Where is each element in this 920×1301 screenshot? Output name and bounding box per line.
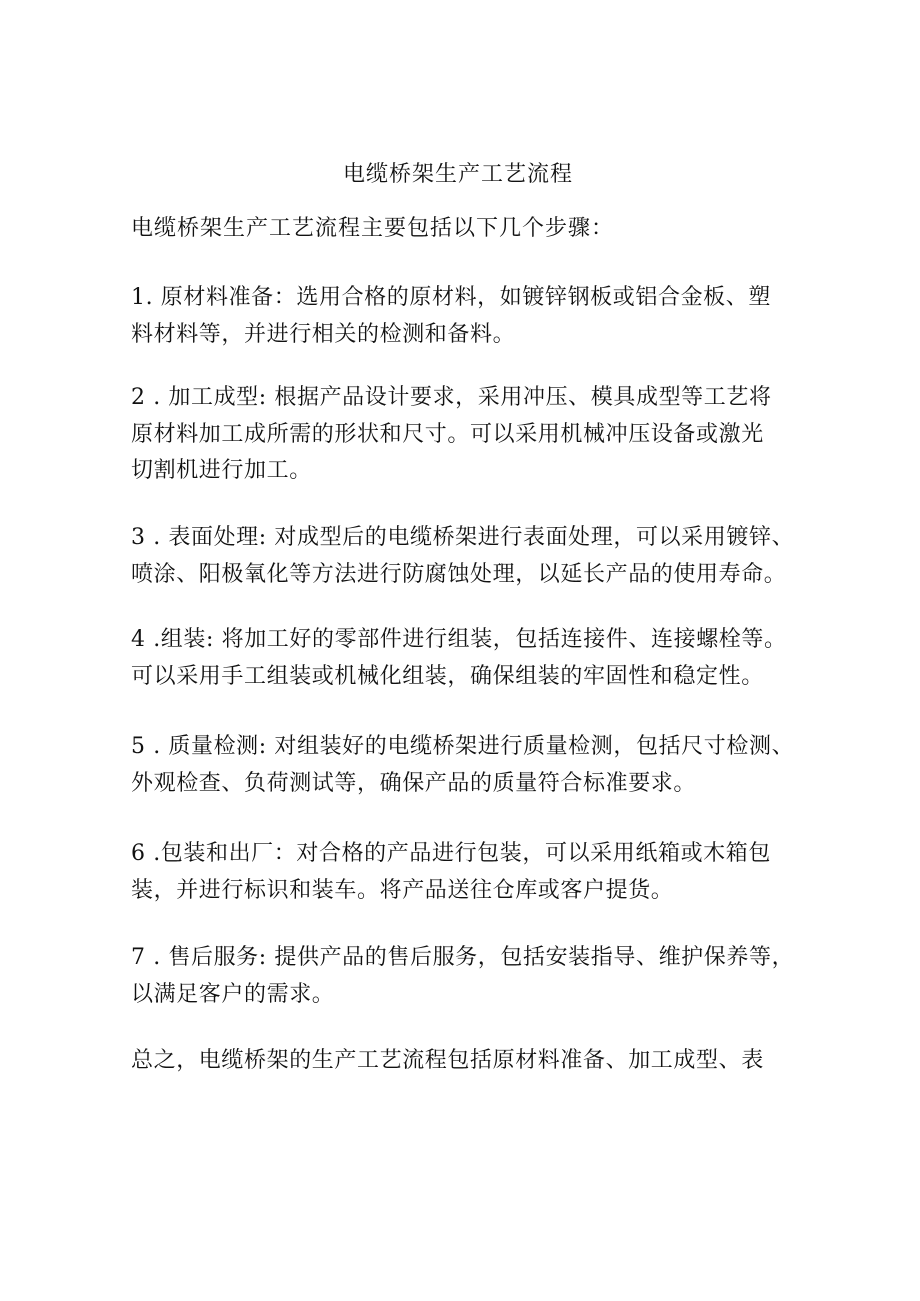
text-line: 5 . 质量检测: 对组装好的电缆桥架进行质量检测，包括尺寸检测、 [131, 734, 795, 759]
step-5-paragraph [131, 729, 811, 802]
summary-paragraph [131, 1043, 811, 1080]
text-line: 1. 原材料准备：选用合格的原材料，如镀锌钢板或铝合金板、塑 [131, 285, 771, 310]
step-4-paragraph [131, 622, 811, 695]
text-line: 2 . 加工成型: 根据产品设计要求，采用冲压、模具成型等工艺将 [131, 385, 772, 410]
document-title: 电缆桥架生产工艺流程 [342, 162, 573, 187]
step-1-paragraph [131, 280, 811, 353]
text-line: 原材料加工成所需的形状和尺寸。可以采用机械冲压设备或激光 [131, 421, 764, 447]
text-line: 切割机进行加工。 [131, 458, 312, 483]
text-line: 喷涂、阳极氧化等方法进行防腐蚀处理，以延长产品的使用寿命。 [131, 561, 787, 587]
text-line: 3 . 表面处理: 对成型后的电缆桥架进行表面处理，可以采用镀锌、 [131, 525, 795, 550]
step-7-paragraph [131, 940, 811, 1013]
text-line: 以满足客户的需求。 [131, 981, 335, 1007]
text-line: 外观检查、负荷测试等，确保产品的质量符合标准要求。 [131, 770, 697, 796]
text-line: 7 . 售后服务: 提供产品的售后服务，包括安装指导、维护保养等， [131, 945, 795, 970]
text-line: 装，并进行标识和装车。将产品送往仓库或客户提货。 [131, 877, 674, 903]
intro-paragraph: 电缆桥架生产工艺流程主要包括以下几个步骤： [131, 216, 615, 241]
step-6-paragraph [131, 836, 811, 909]
text-line: 4 .组装: 将加工好的零部件进行组装，包括连接件、连接螺栓等。 [131, 627, 787, 652]
text-line: 总之，电缆桥架的生产工艺流程包括原材料准备、加工成型、表 [131, 1048, 764, 1073]
text-line: 6 .包装和出厂：对合格的产品进行包装，可以采用纸箱或木箱包 [131, 841, 771, 866]
text-line: 可以采用手工组装或机械化组装，确保组装的牢固性和稳定性。 [131, 663, 764, 689]
text-line: 料材料等，并进行相关的检测和备料。 [131, 321, 516, 347]
step-3-paragraph [131, 520, 811, 593]
step-2-paragraph [131, 380, 811, 490]
